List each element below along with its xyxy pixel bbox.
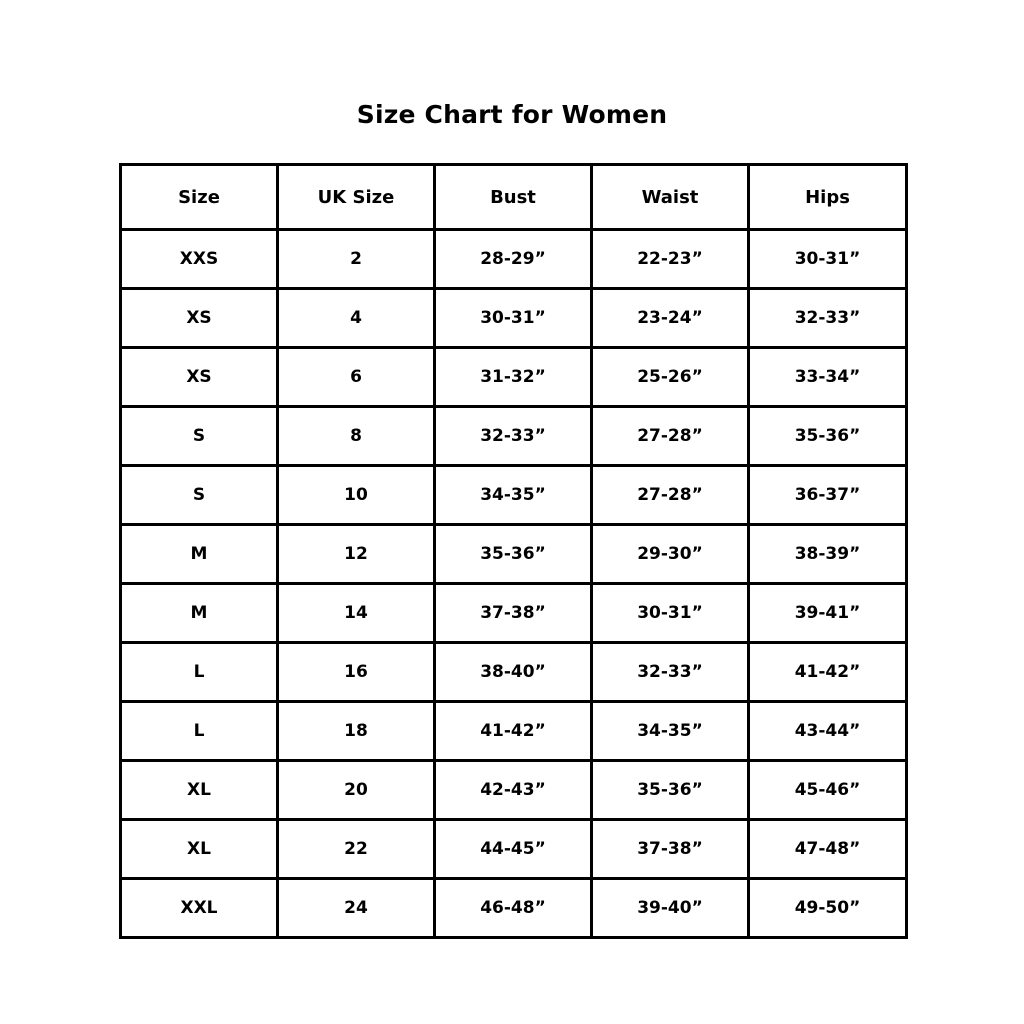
cell-uk-size: 2 <box>278 230 435 289</box>
column-header-size: Size <box>121 165 278 230</box>
cell-bust: 30-31” <box>435 289 592 348</box>
cell-hips: 45-46” <box>749 761 907 820</box>
cell-hips: 33-34” <box>749 348 907 407</box>
cell-size: M <box>121 584 278 643</box>
cell-hips: 38-39” <box>749 525 907 584</box>
table-row <box>121 230 907 289</box>
cell-uk-size: 20 <box>278 761 435 820</box>
cell-bust: 37-38” <box>435 584 592 643</box>
cell-size: XXS <box>121 230 278 289</box>
table-row <box>121 879 907 938</box>
cell-hips: 43-44” <box>749 702 907 761</box>
cell-bust: 31-32” <box>435 348 592 407</box>
cell-size: XS <box>121 289 278 348</box>
cell-size: XL <box>121 820 278 879</box>
cell-waist: 39-40” <box>592 879 749 938</box>
table-row <box>121 466 907 525</box>
cell-size: L <box>121 643 278 702</box>
cell-size: S <box>121 407 278 466</box>
cell-uk-size: 14 <box>278 584 435 643</box>
column-header-bust: Bust <box>435 165 592 230</box>
column-header-waist: Waist <box>592 165 749 230</box>
cell-size: XS <box>121 348 278 407</box>
cell-waist: 22-23” <box>592 230 749 289</box>
table-row <box>121 407 907 466</box>
cell-uk-size: 8 <box>278 407 435 466</box>
cell-waist: 23-24” <box>592 289 749 348</box>
cell-size: S <box>121 466 278 525</box>
cell-size: XXL <box>121 879 278 938</box>
cell-bust: 35-36” <box>435 525 592 584</box>
table-row <box>121 289 907 348</box>
cell-uk-size: 22 <box>278 820 435 879</box>
cell-waist: 34-35” <box>592 702 749 761</box>
cell-waist: 37-38” <box>592 820 749 879</box>
table-row <box>121 820 907 879</box>
cell-uk-size: 4 <box>278 289 435 348</box>
cell-hips: 47-48” <box>749 820 907 879</box>
cell-bust: 28-29” <box>435 230 592 289</box>
size-chart-table-wrapper <box>119 163 905 939</box>
cell-waist: 29-30” <box>592 525 749 584</box>
table-header-row <box>121 165 907 230</box>
cell-waist: 25-26” <box>592 348 749 407</box>
cell-waist: 30-31” <box>592 584 749 643</box>
cell-hips: 41-42” <box>749 643 907 702</box>
cell-uk-size: 12 <box>278 525 435 584</box>
table-row <box>121 348 907 407</box>
cell-bust: 38-40” <box>435 643 592 702</box>
table-row <box>121 702 907 761</box>
table-header <box>121 165 907 230</box>
table-row <box>121 525 907 584</box>
cell-bust: 34-35” <box>435 466 592 525</box>
cell-hips: 30-31” <box>749 230 907 289</box>
cell-bust: 46-48” <box>435 879 592 938</box>
cell-size: L <box>121 702 278 761</box>
cell-hips: 35-36” <box>749 407 907 466</box>
cell-hips: 39-41” <box>749 584 907 643</box>
cell-hips: 32-33” <box>749 289 907 348</box>
cell-waist: 32-33” <box>592 643 749 702</box>
cell-hips: 49-50” <box>749 879 907 938</box>
cell-bust: 41-42” <box>435 702 592 761</box>
cell-uk-size: 24 <box>278 879 435 938</box>
table-row <box>121 643 907 702</box>
column-header-uk-size: UK Size <box>278 165 435 230</box>
table-row <box>121 584 907 643</box>
size-chart-table <box>119 163 908 939</box>
cell-size: XL <box>121 761 278 820</box>
cell-size: M <box>121 525 278 584</box>
cell-waist: 27-28” <box>592 407 749 466</box>
cell-uk-size: 6 <box>278 348 435 407</box>
page-title: Size Chart for Women <box>356 100 668 129</box>
table-row <box>121 761 907 820</box>
cell-waist: 27-28” <box>592 466 749 525</box>
cell-uk-size: 16 <box>278 643 435 702</box>
table-body <box>121 230 907 938</box>
cell-hips: 36-37” <box>749 466 907 525</box>
column-header-hips: Hips <box>749 165 907 230</box>
cell-bust: 42-43” <box>435 761 592 820</box>
cell-bust: 32-33” <box>435 407 592 466</box>
cell-uk-size: 18 <box>278 702 435 761</box>
cell-uk-size: 10 <box>278 466 435 525</box>
cell-waist: 35-36” <box>592 761 749 820</box>
cell-bust: 44-45” <box>435 820 592 879</box>
